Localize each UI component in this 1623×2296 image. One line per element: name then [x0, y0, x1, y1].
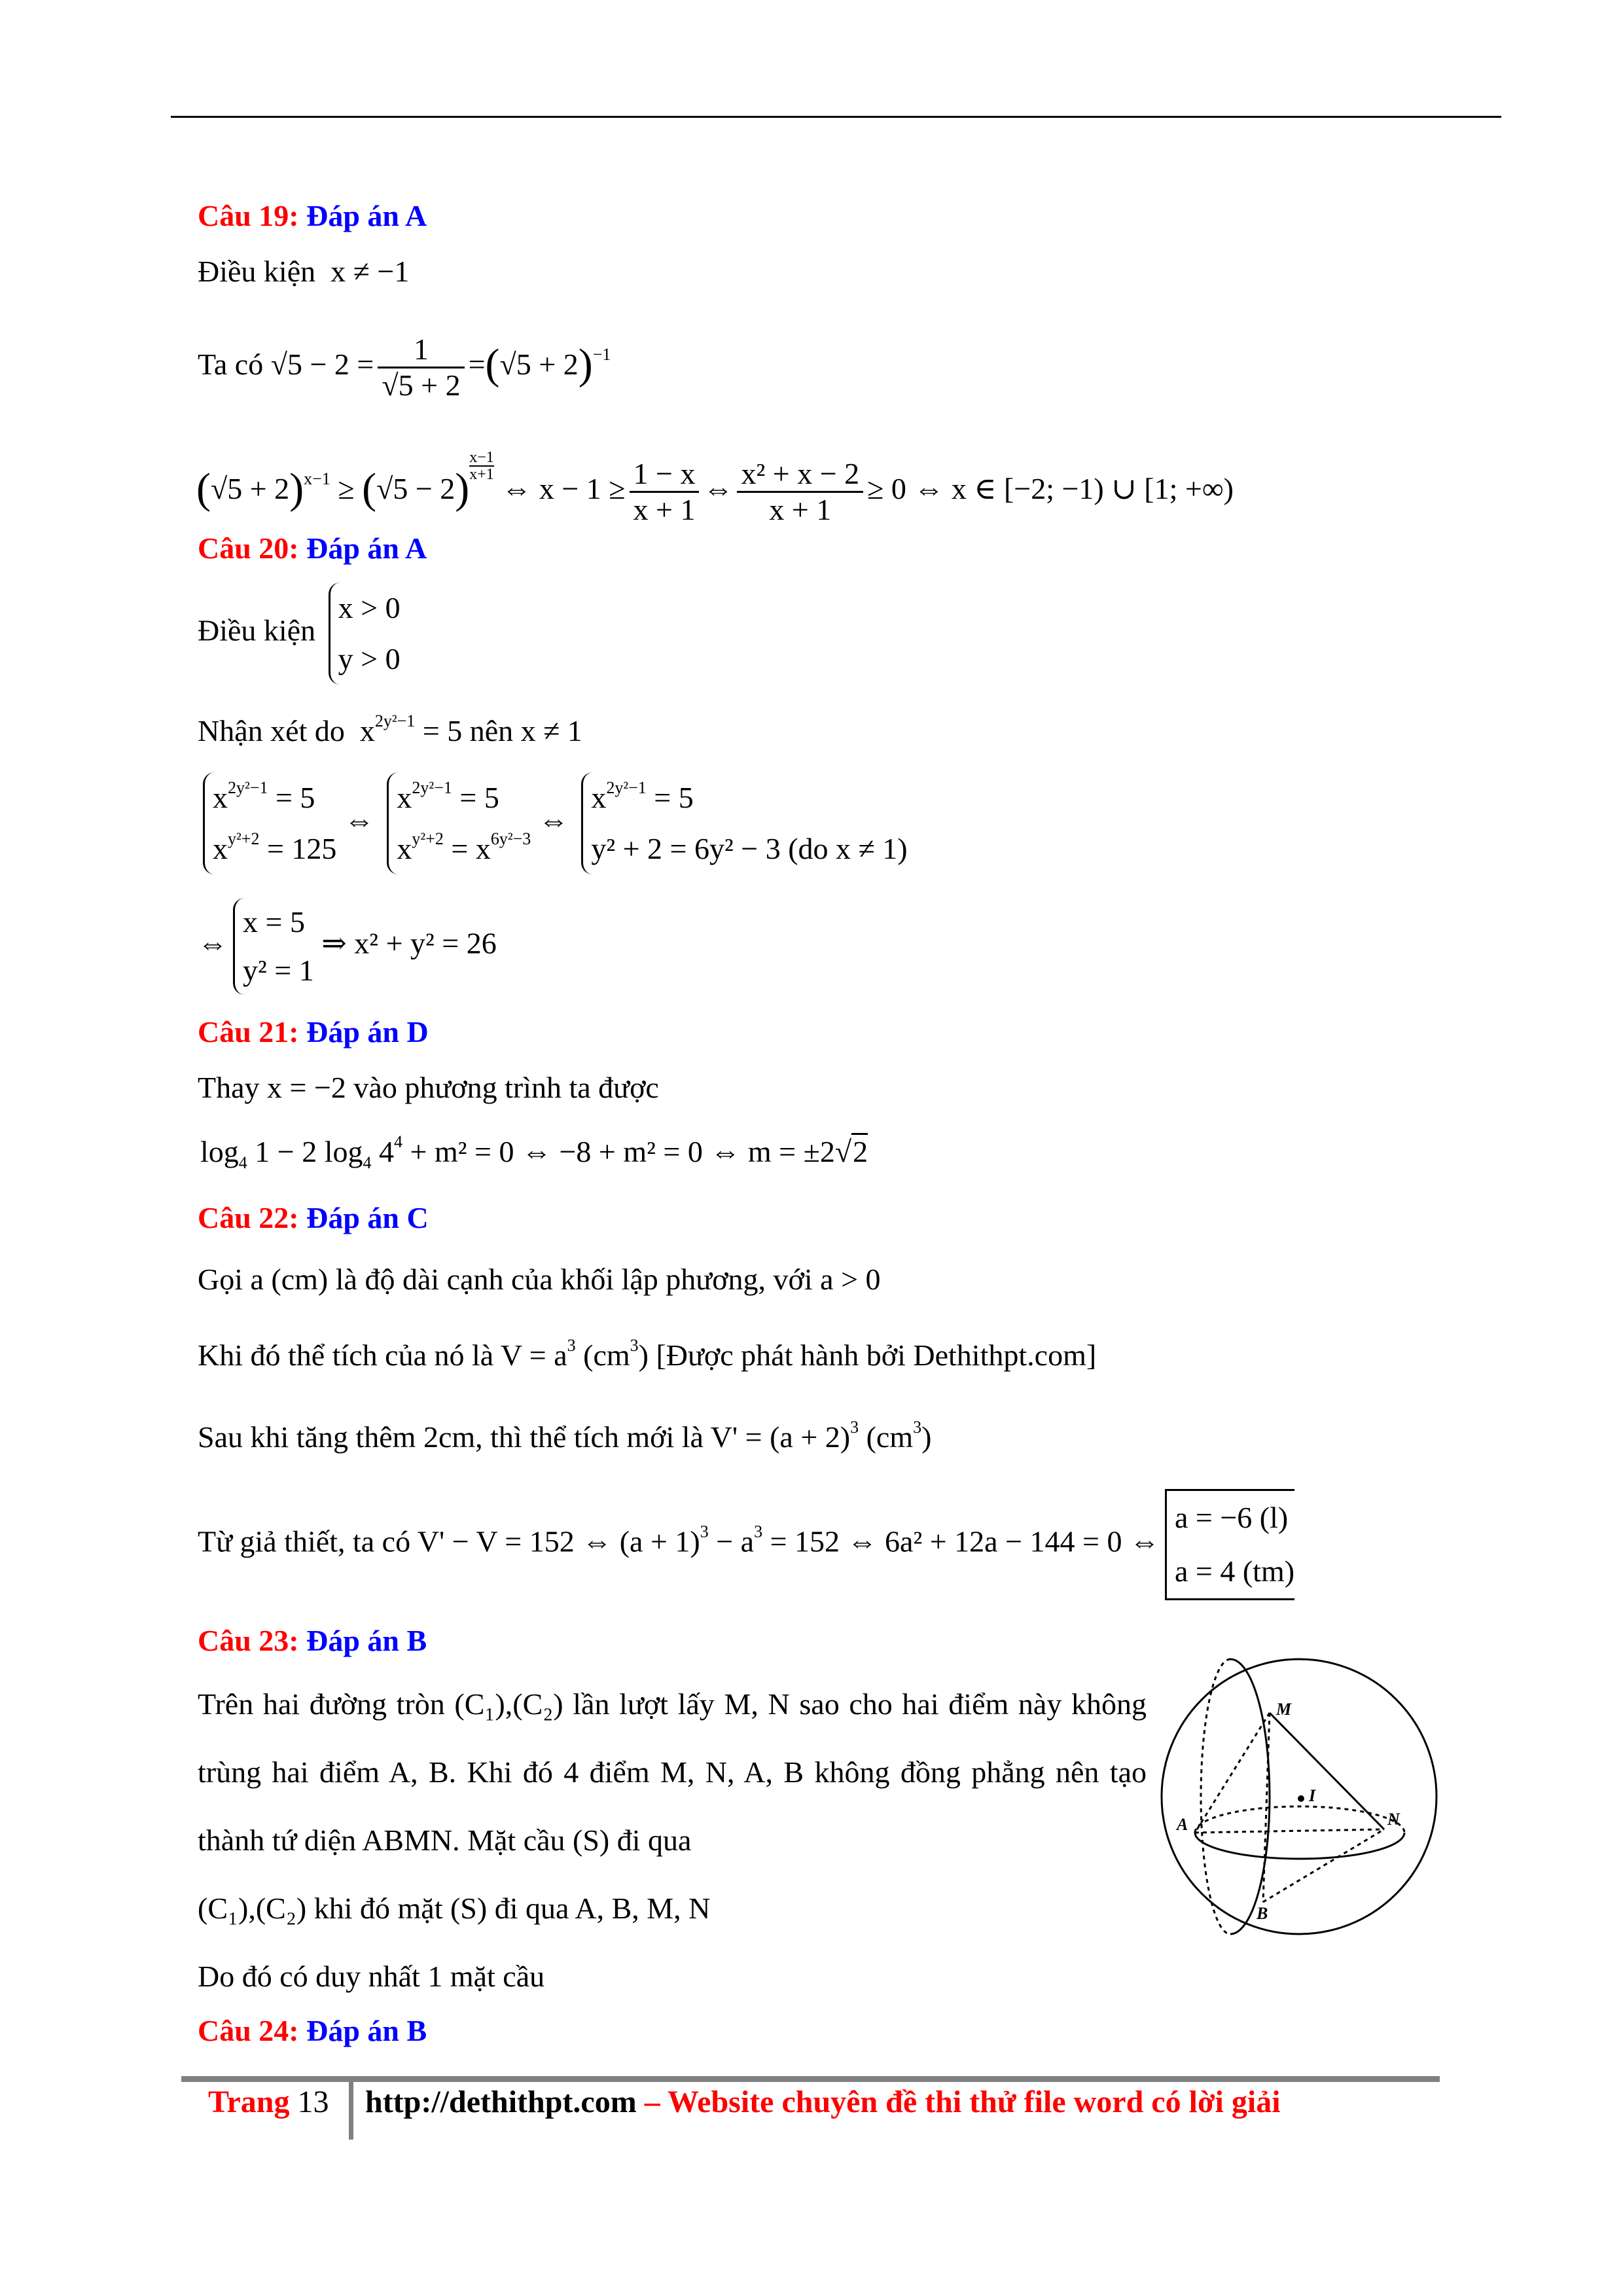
q21-line2: $\log_4 1 - 2$ $\log_4 4^4 + m^2 = 0$ ⇔ −8 + m² = 0 ⇔ m = ±2√2: [200, 1132, 868, 1172]
label-a: A: [1177, 1815, 1188, 1834]
edge-ma: [1195, 1713, 1270, 1833]
q19-taco: Ta có √5 − 2 = $\frac{1}{√5 + 2}$ $=(√5 + 2)^{-1}$: [198, 332, 611, 402]
q19-taco-label: Ta có: [198, 348, 264, 382]
q20-condition: Điều kiện x > 0 y > 0: [198, 583, 401, 685]
footer-url[interactable]: http://dethithpt.com: [365, 2085, 637, 2119]
q22-heading: Câu 22: Đáp án C: [198, 1201, 429, 1234]
q20-system-3: $x^{2y^2-1} = 5$ y² + 2 = 6y² − 3 (do x ≠ 1): [581, 772, 907, 874]
q22-line1: Gọi a (cm) là độ dài cạnh của khối lập phương, với a > 0: [198, 1263, 881, 1296]
circle-c2-front: [1230, 1659, 1270, 1934]
footer-tagline: – Website chuyên đề thi thử file word có lời giải: [636, 2085, 1281, 2119]
circle-c1-back: [1195, 1806, 1404, 1833]
q21-heading: Câu 21: Đáp án D: [198, 1015, 429, 1049]
q19-cond: x ≠ −1: [330, 255, 410, 288]
q19-inequality: $(√5 + 2)^{x-1} \ge (√5 - 2)\frac{x-1}{x+1}$ ⇔ x − 1 ≥ $\frac{1 - x}{x + 1}$ ⇔ $\frac{\text{x² + x − 2}}{x + 1}$ ≥ 0 ⇔ x ∈ [−2; −1) ∪ [1; +∞): [196, 449, 1234, 526]
q23-conclusion: Do đó có duy nhất 1 mặt cầu: [198, 1960, 545, 1993]
q19-s5m2: 5 − 2 =: [287, 348, 374, 382]
footer-page: Trang 13: [208, 2085, 329, 2119]
q22-line4: Từ giả thiết, ta có V' − V = 152 ⇔ $(a + 1)^3 - a^3 = 152$ ⇔ 6a² + 12a − 144 = 0 ⇔ a = −6 (l) a = 4 (tm): [198, 1489, 1294, 1600]
q19-heading: [198, 198, 427, 234]
q20-heading: Câu 20: Đáp án A: [198, 531, 427, 565]
q20-system-2: $x^{2y^2-1} = 5$ $x^{y^2+2} = x^{6y^2-3}$: [387, 772, 531, 874]
q20-systems: $x^{2y^2-1} = 5$ $x^{y^2+2} = 125$ ⇔ $x^{2y^2-1} = 5$ $x^{y^2+2} = x^{6y^2-3}$ ⇔ $x^{2y^2-1} = 5$ y² + 2 = 6y² − 3 (do x ≠ 1): [198, 772, 908, 874]
q19-answer: Đáp án A: [306, 199, 427, 232]
q22-line2: Khi đó thể tích của nó là $V = a^3$ $(cm^3)$ [Được phát hành bởi Dethithpt.com]: [198, 1336, 1097, 1372]
center-point: [1298, 1795, 1304, 1802]
q20-system-1: $x^{2y^2-1} = 5$ $x^{y^2+2} = 125$: [203, 772, 336, 874]
header-rule: [171, 116, 1501, 118]
label-i: I: [1309, 1786, 1316, 1805]
label-b: B: [1257, 1904, 1268, 1923]
label-m: M: [1276, 1700, 1292, 1719]
q19-label: Câu 19:: [198, 199, 299, 232]
circle-c2-back: [1201, 1659, 1230, 1934]
footer-rule: [181, 2076, 1440, 2082]
footer-text: [365, 2084, 1281, 2121]
q19-condition: [198, 253, 409, 290]
q22-line3: Sau khi tăng thêm 2cm, thì thể tích mới là $V' = (a + 2)^3$ $(cm^3)$: [198, 1418, 932, 1454]
q23-body: [198, 1670, 1147, 2011]
q24-heading: Câu 24: Đáp án B: [198, 2014, 427, 2047]
q19-fraction: $\frac{1}{√5 + 2}$: [378, 332, 464, 403]
q20-note: Nhận xét do $x^{2y^2-1} = 5$ nên x ≠ 1: [198, 711, 582, 747]
edge-mn: [1270, 1713, 1384, 1829]
q19-cond-label: Điều kiện: [198, 255, 316, 288]
q23-heading: Câu 23: Đáp án B: [198, 1624, 427, 1657]
q20-cond-system: x > 0 y > 0: [329, 583, 401, 685]
q22-solutions: a = −6 (l) a = 4 (tm): [1165, 1489, 1294, 1600]
label-n: N: [1387, 1810, 1400, 1829]
edge-bn: [1263, 1829, 1384, 1902]
q20-system-4: x = 5 y² = 1: [233, 898, 314, 995]
edge-an: [1195, 1829, 1384, 1833]
q23-line-last: (C₁),(C₂) khi đó mặt (S) đi qua A, B, M, N: [198, 1892, 711, 1925]
q21-line1: Thay x = −2 vào phương trình ta được: [198, 1071, 659, 1104]
q23-paragraph: Trên hai đường tròn (C₁),(C₂) lần lượt lấy M, N sao cho hai điểm này không trùng hai điểm A, B. Khi đó 4 điểm M, N, A, B không đồng phẳng nên tạo thành tứ diện ABMN. Mặt cầu (S) đi qua: [198, 1687, 1147, 1857]
q20-final: ⇔ x = 5 y² = 1 ⇒ x² + y² = 26: [198, 898, 497, 995]
footer-divider: [349, 2082, 353, 2140]
sphere-figure: [1152, 1649, 1446, 1944]
